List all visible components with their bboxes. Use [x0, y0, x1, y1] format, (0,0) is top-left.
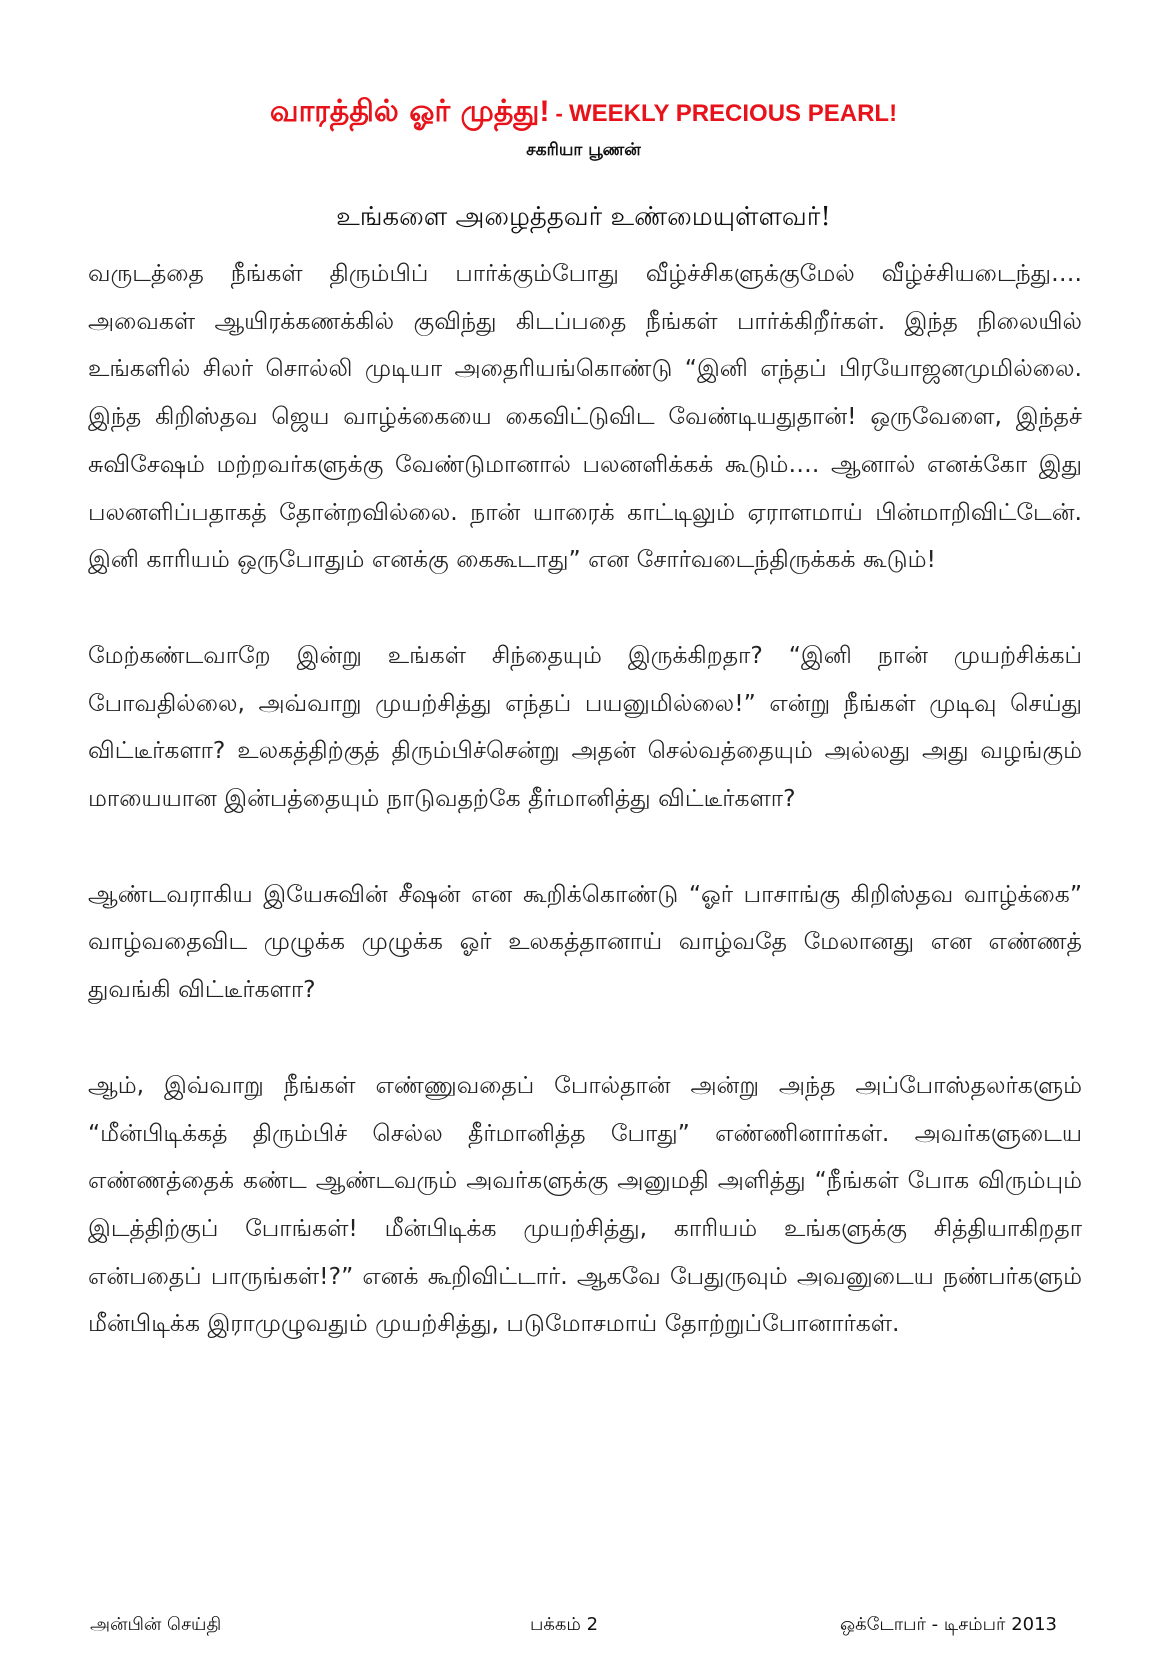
paragraph-1: வருடத்தை நீங்கள் திரும்பிப் பார்க்கும்போது வீழ்ச்சிகளுக்குமேல் வீழ்ச்சியடைந்து…. அவைகள் ஆயிரக்கணக்கில் குவிந்து கிடப்பதை நீங்கள் பார்க்கிறீர்கள். இந்த நிலையில் உங்களில் சிலர் சொல்லி முடியா அதைரியங்கொண்டு “இனி எந்தப் பிரயோஜனமுமில்லை. இந்த கிறிஸ்தவ ஜெய வாழ்க்கையை கைவிட்டுவிட வேண்டியதுதான்! ஒருவேளை, இந்தச் சுவிசேஷம் மற்றவர்களுக்கு வேண்டுமானால் பலனளிக்கக் கூடும்…. ஆனால் எனக்கோ இது பலனளிப்பதாகத் தோன்றவில்லை. நான் யாரைக் காட்டிலும் ஏராளமாய் பின்மாறிவிட்டேன். இனி காரியம் ஒருபோதும் எனக்கு கைகூடாது” என சோர்வடைந்திருக்கக் கூடும்!: [88, 259, 1082, 574]
header-title-tamil: வாரத்தில் ஓர் முத்து: [269, 94, 540, 129]
header-title-separator: -: [549, 101, 569, 126]
footer-date: ஒக்டோபர் - டிசம்பர் 2013: [840, 1614, 1057, 1635]
paragraph-3: ஆண்டவராகிய இயேசுவின் சீஷன் என கூறிக்கொண்டு “ஓர் பாசாங்கு கிறிஸ்தவ வாழ்க்கை” வாழ்வதைவிட முழுக்க முழுக்க ஓர் உலகத்தானாய் வாழ்வதே மேலானது என எண்ணத் துவங்கி விட்டீர்களா?: [88, 879, 1082, 1004]
article-title: உங்களை அழைத்தவர் உண்மையுள்ளவர்!: [336, 202, 831, 232]
footer-page-number: பக்கம் 2: [530, 1614, 599, 1635]
paragraph-2: மேற்கண்டவாறே இன்று உங்கள் சிந்தையும் இருக்கிறதா? “இனி நான் முயற்சிக்கப் போவதில்லை, அவ்வாறு முயற்சித்து எந்தப் பயனுமில்லை!” என்று நீங்கள் முடிவு செய்து விட்டீர்களா? உலகத்திற்குத் திரும்பிச்சென்று அதன் செல்வத்தையும் அல்லது அது வழங்கும் மாயையான இன்பத்தையும் நாடுவதற்கே தீர்மானித்து விட்டீர்களா?: [88, 640, 1082, 813]
page-header-title: [0, 92, 1167, 134]
article-body: [88, 250, 1082, 1348]
footer-publication: அன்பின் செய்தி: [90, 1614, 222, 1635]
paragraph-4: ஆம், இவ்வாறு நீங்கள் எண்ணுவதைப் போல்தான் அன்று அந்த அப்போஸ்தலர்களும் “மீன்பிடிக்கத் திரும்பிச் செல்ல தீர்மானித்த போது” எண்ணினார்கள். அவர்களுடைய எண்ணத்தைக் கண்ட ஆண்டவரும் அவர்களுக்கு அனுமதி அளித்து “நீங்கள் போக விரும்பும் இடத்திற்குப் போங்கள்! மீன்பிடிக்க முயற்சித்து, காரியம் உங்களுக்கு சித்தியாகிறதா என்பதைப் பாருங்கள்!?” எனக் கூறிவிட்டார். ஆகவே பேதுருவும் அவனுடைய நண்பர்களும் மீன்பிடிக்க இராமுழுவதும் முயற்சித்து, படுமோசமாய் தோற்றுப்போனார்கள்.: [88, 1070, 1082, 1338]
author-name: சகரியா பூணன்: [526, 140, 641, 160]
header-title-mark: !: [539, 95, 550, 128]
header-title-english: WEEKLY PRECIOUS PEARL!: [569, 100, 898, 127]
